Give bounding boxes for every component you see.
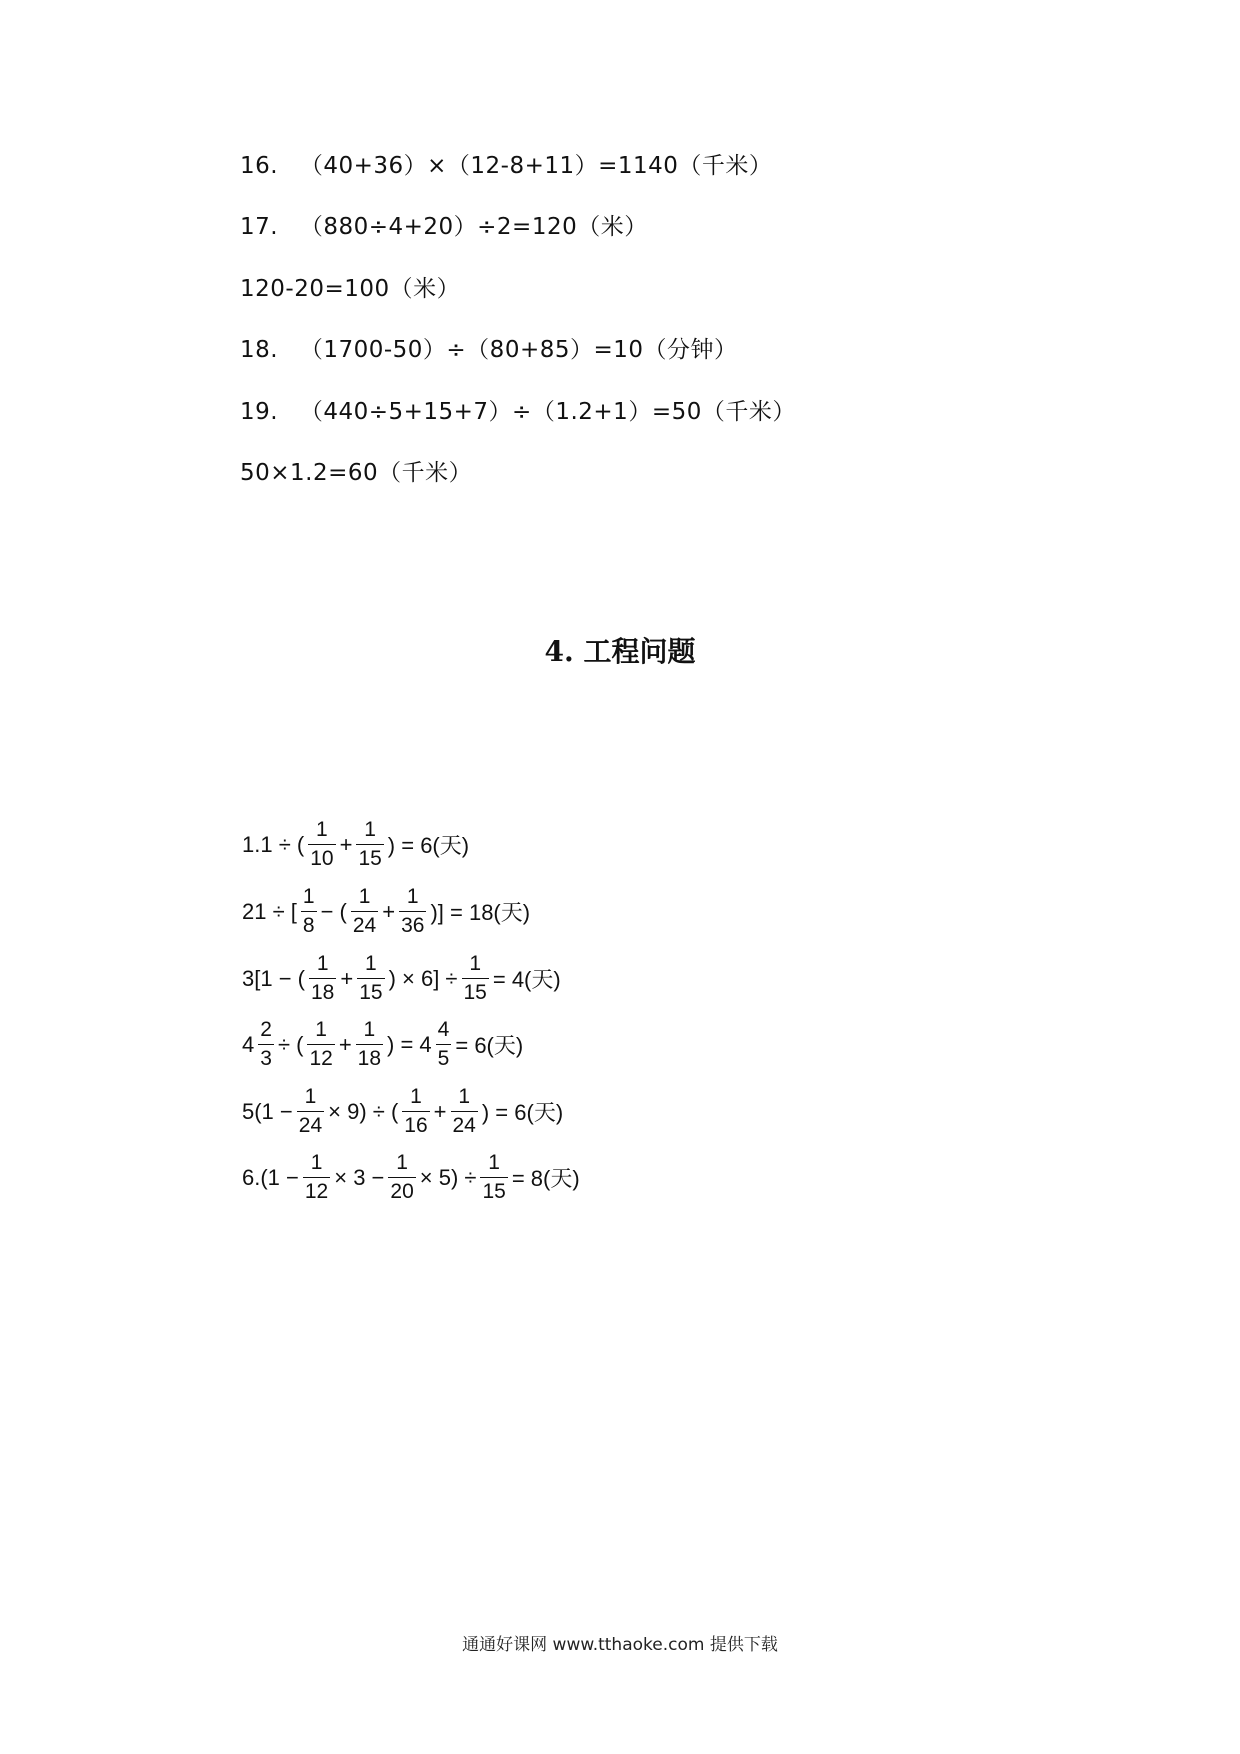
numerator: 4 <box>437 1018 450 1041</box>
equation-text: = 8(天) <box>511 1166 580 1191</box>
fraction <box>297 1085 324 1138</box>
denominator: 15 <box>359 981 383 1004</box>
equation-text: × 5) ÷ <box>419 1164 477 1190</box>
fraction <box>307 1018 334 1071</box>
denominator: 3 <box>260 1047 272 1070</box>
fraction <box>402 1085 429 1138</box>
numerator: 1 <box>469 952 482 975</box>
equation-text: 3[1 − ( <box>242 965 305 991</box>
fraction-bar <box>399 911 426 912</box>
answer-number: 19. <box>240 399 279 425</box>
fraction-bar <box>303 1177 330 1178</box>
numerator: 1 <box>396 1151 408 1174</box>
denominator: 18 <box>357 1047 382 1070</box>
fraction-bar <box>356 844 383 845</box>
operator: + <box>338 1031 352 1057</box>
answer-line-18 <box>240 335 738 365</box>
answer-line-17 <box>240 212 648 242</box>
equation-text: = 4(天) <box>492 967 561 992</box>
numerator: 1 <box>316 952 329 975</box>
fraction <box>480 1151 507 1204</box>
equation-4 <box>240 1018 525 1071</box>
denominator: 18 <box>310 981 335 1004</box>
equation-5 <box>240 1085 565 1138</box>
operator: + <box>339 831 353 857</box>
answer-number: 17. <box>240 214 279 240</box>
fraction <box>309 952 336 1005</box>
denominator: 12 <box>309 1047 333 1070</box>
fraction <box>308 818 335 871</box>
fraction <box>357 952 384 1005</box>
mixed-number <box>240 1018 276 1071</box>
numerator: 1 <box>406 885 419 908</box>
fraction-bar <box>462 978 489 979</box>
equation-text: 21 ÷ [ <box>242 898 297 924</box>
answer-line-19-cont <box>240 458 472 488</box>
numerator: 1 <box>358 885 371 908</box>
numerator: 1 <box>458 1085 471 1108</box>
numerator: 1 <box>488 1151 500 1174</box>
denominator: 15 <box>482 1180 506 1203</box>
answer-text: （880÷4+20）÷2=120（米） <box>299 214 648 240</box>
fraction <box>388 1151 415 1204</box>
equation-1 <box>240 818 471 871</box>
equation-text: 5(1 − <box>242 1098 293 1124</box>
equation-2 <box>240 885 532 938</box>
numerator: 2 <box>260 1018 272 1041</box>
numerator: 1 <box>364 818 376 841</box>
whole-part: 4 <box>242 1031 255 1057</box>
denominator: 20 <box>390 1180 414 1203</box>
fraction-bar <box>307 1044 334 1045</box>
operator: + <box>340 965 354 991</box>
answer-text: （440÷5+15+7）÷（1.2+1）=50（千米） <box>299 399 796 425</box>
equation-3 <box>240 952 563 1005</box>
numerator: 1 <box>310 1151 323 1174</box>
section-title: 4. 工程问题 <box>544 635 696 668</box>
fraction <box>462 952 489 1005</box>
answer-number: 18. <box>240 337 279 363</box>
numerator: 1 <box>315 1018 327 1041</box>
numerator: 1 <box>302 885 315 908</box>
operator: + <box>382 898 396 924</box>
fraction-bar <box>436 1044 452 1045</box>
fraction-bar <box>308 844 335 845</box>
fraction-bar <box>388 1177 415 1178</box>
numerator: 1 <box>365 952 377 975</box>
fraction <box>258 1018 274 1071</box>
numerator: 1 <box>304 1085 317 1108</box>
answer-line-19 <box>240 397 796 427</box>
answer-text: （40+36）×（12-8+11）=1140（千米） <box>299 153 773 179</box>
equation-text: − ( <box>320 898 347 924</box>
fraction <box>301 885 317 938</box>
fraction-bar <box>451 1111 478 1112</box>
fraction-bar <box>297 1111 324 1112</box>
equation-text: )] = 18(天) <box>430 900 531 925</box>
equation-text: ) = 4 <box>387 1031 432 1057</box>
fraction-bar <box>356 1044 383 1045</box>
equation-text: = 6(天) <box>455 1033 524 1058</box>
answer-line-17-cont <box>240 274 460 304</box>
answer-text: 50×1.2=60（千米） <box>240 460 473 486</box>
denominator: 8 <box>302 914 315 937</box>
fraction-bar <box>301 911 317 912</box>
numerator: 1 <box>316 818 328 841</box>
denominator: 15 <box>358 847 382 870</box>
denominator: 24 <box>298 1114 323 1137</box>
fraction-bar <box>258 1044 274 1045</box>
fraction <box>356 818 383 871</box>
fraction <box>356 1018 383 1071</box>
numerator: 1 <box>410 1085 422 1108</box>
answer-text: 120-20=100（米） <box>240 276 461 302</box>
page-footer: 通通好课网 www.tthaoke.com 提供下载 <box>462 1635 778 1655</box>
equation-text: × 9) ÷ ( <box>328 1098 399 1124</box>
fraction-bar <box>357 978 384 979</box>
fraction <box>436 1018 452 1071</box>
equation-text: × 3 − <box>334 1164 385 1190</box>
denominator: 10 <box>310 847 334 870</box>
equation-text: ) = 6(天) <box>481 1100 564 1125</box>
denominator: 24 <box>452 1114 476 1137</box>
denominator: 5 <box>437 1047 450 1070</box>
fraction <box>351 885 378 938</box>
fraction-bar <box>351 911 378 912</box>
equation-text: ) × 6] ÷ <box>388 965 458 991</box>
denominator: 15 <box>463 981 487 1004</box>
denominator: 24 <box>352 914 377 937</box>
equation-6 <box>240 1151 582 1204</box>
fraction-bar <box>402 1111 429 1112</box>
answer-text: （1700-50）÷（80+85）=10（分钟） <box>299 337 738 363</box>
numerator: 1 <box>363 1018 376 1041</box>
answer-line-16 <box>240 151 772 181</box>
answer-number: 16. <box>240 153 279 179</box>
equation-text: 1.1 ÷ ( <box>242 831 305 857</box>
fraction-bar <box>480 1177 507 1178</box>
fraction <box>451 1085 478 1138</box>
operator: + <box>433 1098 447 1124</box>
equation-text: ÷ ( <box>277 1031 304 1057</box>
denominator: 16 <box>404 1114 428 1137</box>
fraction <box>399 885 426 938</box>
denominator: 12 <box>304 1180 329 1203</box>
equation-text: 6.(1 − <box>242 1164 299 1190</box>
fraction-bar <box>309 978 336 979</box>
denominator: 36 <box>401 914 425 937</box>
equation-text: ) = 6(天) <box>387 833 470 858</box>
fraction <box>303 1151 330 1204</box>
